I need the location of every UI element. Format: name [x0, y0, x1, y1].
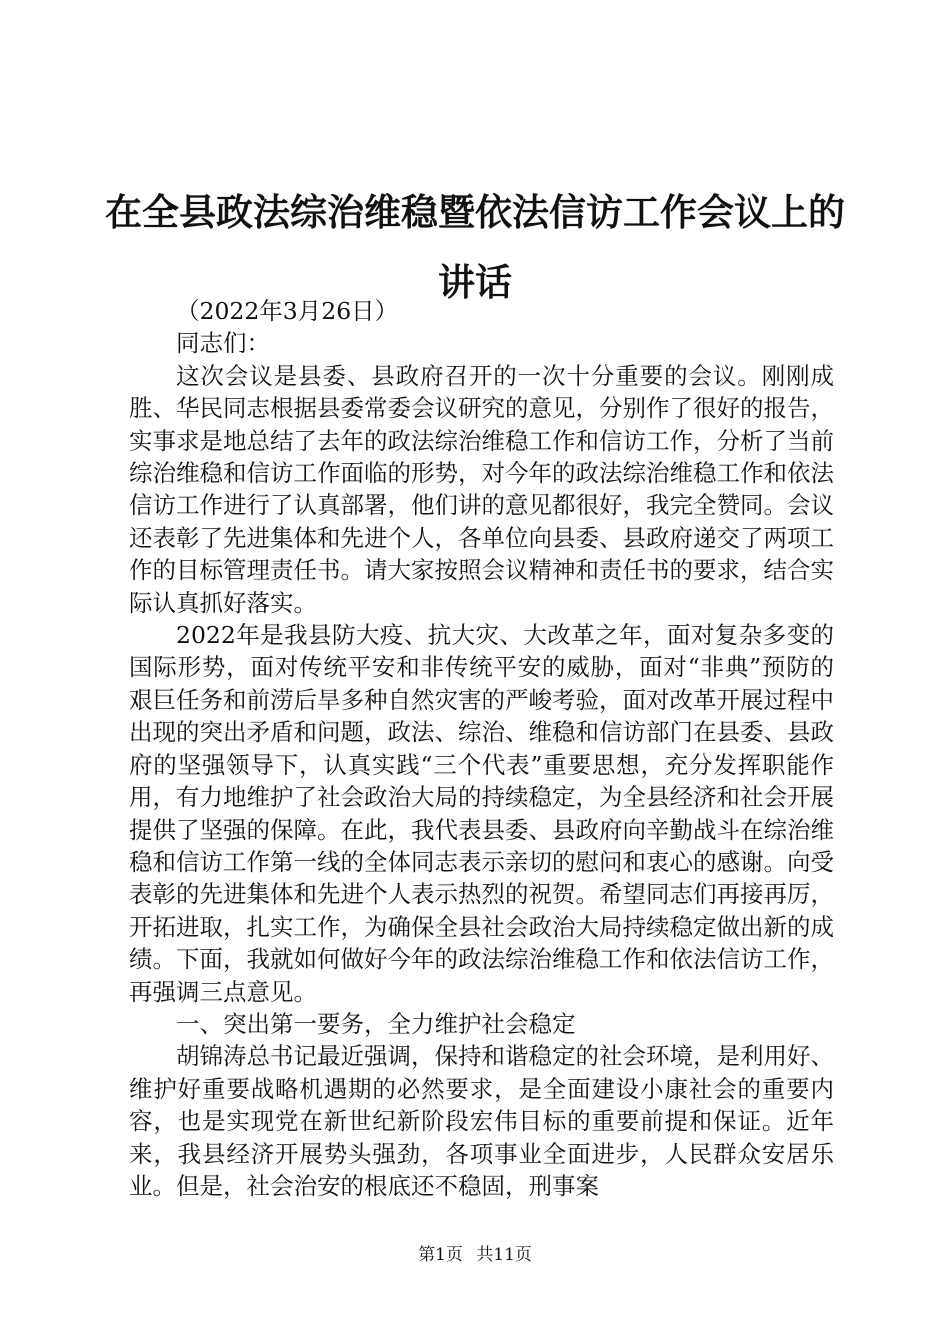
section-heading-1: 一、突出第一要务，全力维护社会稳定 [176, 1009, 576, 1038]
page-footer [0, 1244, 950, 1266]
paragraph-1: 这次会议是县委、县政府召开的一次十分重要的会议。刚刚成胜、华民同志根据县委常委会议研究的意见，分别作了很好的报告，实事求是地总结了去年的政法综治维稳工作和信访工作，分析了当前综治维稳和信访工作面临的形势，对今年的政法综治维稳工作和依法信访工作进行了认真部署，他们讲的意见都很好，我完全赞同。会议还表彰了先进集体和先进个人，各单位向县委、县政府递交了两项工作的目标管理责任书。请大家按照会议精神和责任书的要求，结合实际认真抓好落实。 [129, 361, 834, 617]
document-title: 在全县政法综治维稳暨依法信访工作会议上的讲话 [105, 191, 845, 304]
page-number: 第1页 [418, 1245, 463, 1265]
document-body [129, 295, 834, 1202]
salutation: 同志们： [176, 329, 270, 358]
page-total: 共11页 [476, 1245, 532, 1265]
date-line: （2022年3月26日） [176, 297, 399, 325]
paragraph-2: 2022年是我县防大疫、抗大灾、大改革之年，面对复杂多变的国际形势，面对传统平安和非传统平安的威胁，面对“非典”预防的艰巨任务和前涝后旱多种自然灾害的严峻考验，面对改革开展过程中出现的突出矛盾和问题，政法、综治、维稳和信访部门在县委、县政府的坚强领导下，认真实践“三个代表”重要思想，充分发挥职能作用，有力地维护了社会政治大局的持续稳定，为全县经济和社会开展提供了坚强的保障。在此，我代表县委、县政府向辛勤战斗在综治维稳和信访工作第一线的全体同志表示亲切的慰问和衷心的感谢。向受表彰的先进集体和先进个人表示热烈的祝贺。希望同志们再接再厉，开拓进取，扎实工作，为确保全县社会政治大局持续稳定做出新的成绩。下面，我就如何做好今年的政法综治维稳工作和依法信访工作，再强调三点意见。 [129, 621, 834, 1006]
paragraph-3: 胡锦涛总书记最近强调，保持和谐稳定的社会环境，是利用好、维护好重要战略机遇期的必然要求，是全面建设小康社会的重要内容，也是实现党在新世纪新阶段宏伟目标的重要前提和保证。近年来，我县经济开展势头强劲，各项事业全面进步，人民群众安居乐业。但是，社会治安的根底还不稳固，刑事案 [129, 1042, 834, 1200]
